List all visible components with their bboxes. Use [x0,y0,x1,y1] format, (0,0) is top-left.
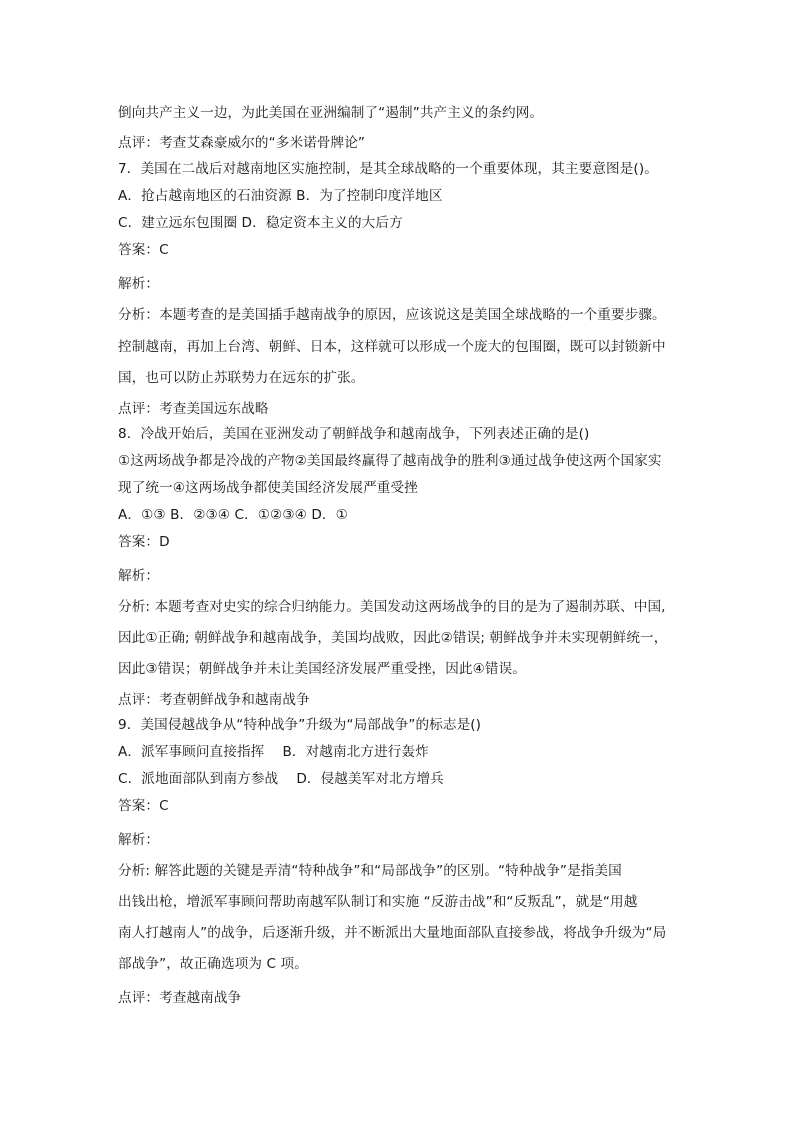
question-7-stem: 7．美国在二战后对越南地区实施控制，是其全球战略的一个重要体现，其主要意图是()。 [118,161,658,177]
question-8-items-line: 现了统一④这两场战争都使美国经济发展严重受挫 [118,480,418,496]
question-9-analysis-line: 南人打越南人”的战争，后逐渐升级，并不断派出大量地面部队直接参战，将战争升级为“局 [118,925,667,941]
question-8-comment: 点评：考查朝鲜战争和越南战争 [118,692,310,708]
question-7-answer: 答案：C [118,242,169,258]
question-9-analysis-line: 分析: 解答此题的关键是弄清“特种战争”和“局部战争”的区别。“特种战争”是指美国 [118,863,622,879]
question-9-options-ab: A．派军事顾问直接指挥 B．对越南北方进行轰炸 [118,744,429,760]
comment-line: 点评：考查艾森豪威尔的“多米诺骨牌论” [118,135,366,151]
question-9-analysis-line: 部战争”，故正确选项为 C 项。 [118,956,308,972]
question-9-analysis-line: 出钱出枪，增派军事顾问帮助南越军队制订和实施 “反游击战”和“反叛乱”，就是“用越 [118,894,638,910]
question-9-options-cd: C．派地面部队到南方参战 D．侵越美军对北方增兵 [118,771,444,787]
question-8-items-line: ①这两场战争都是冷战的产物②美国最终赢得了越南战争的胜利③通过战争使这两个国家实 [118,453,662,469]
question-7-options-cd: C．建立远东包围圈 D．稳定资本主义的大后方 [118,215,403,231]
question-8-analysis-line: 因此①正确; 朝鲜战争和越南战争，美国均战败，因此②错误; 朝鲜战争并未实现朝鲜统一， [118,630,668,646]
question-7-comment: 点评：考查美国远东战略 [118,401,269,417]
question-8-options: A．①③ B．②③④ C．①②③④ D．① [118,507,348,523]
question-8-analysis-line: 分析: 本题考查对史实的综合归纳能力。美国发动这两场战争的目的是为了遏制苏联、中国, [118,599,666,615]
question-7-analysis-line: 国，也可以防止苏联势力在远东的扩张。 [118,370,365,386]
question-9-jiexi: 解析： [118,832,160,848]
question-7-analysis-line: 控制越南，再加上台湾、朝鲜、日本，这样就可以形成一个庞大的包围圈，既可以封锁新中 [118,339,666,355]
text-line: 倒向共产主义一边，为此美国在亚洲编制了“遏制”共产主义的条约网。 [118,105,544,121]
question-7-jiexi: 解析： [118,276,160,292]
question-7-options-ab: A．抢占越南地区的石油资源 B．为了控制印度洋地区 [118,188,443,204]
question-8-analysis-line: 因此③错误；朝鲜战争并未让美国经济发展严重受挫，因此④错误。 [118,661,526,677]
question-7-analysis-line: 分析：本题考查的是美国插手越南战争的原因，应该说这是美国全球战略的一个重要步骤。 [118,307,666,323]
question-9-answer: 答案：C [118,798,169,814]
question-8-jiexi: 解析： [118,568,160,584]
question-8-answer: 答案：D [118,534,170,550]
question-8-stem: 8．冷战开始后，美国在亚洲发动了朝鲜战争和越南战争，下列表述正确的是() [118,426,590,442]
question-9-stem: 9．美国侵越战争从“特种战争”升级为“局部战争”的标志是() [118,717,482,733]
question-9-comment: 点评：考查越南战争 [118,990,242,1006]
